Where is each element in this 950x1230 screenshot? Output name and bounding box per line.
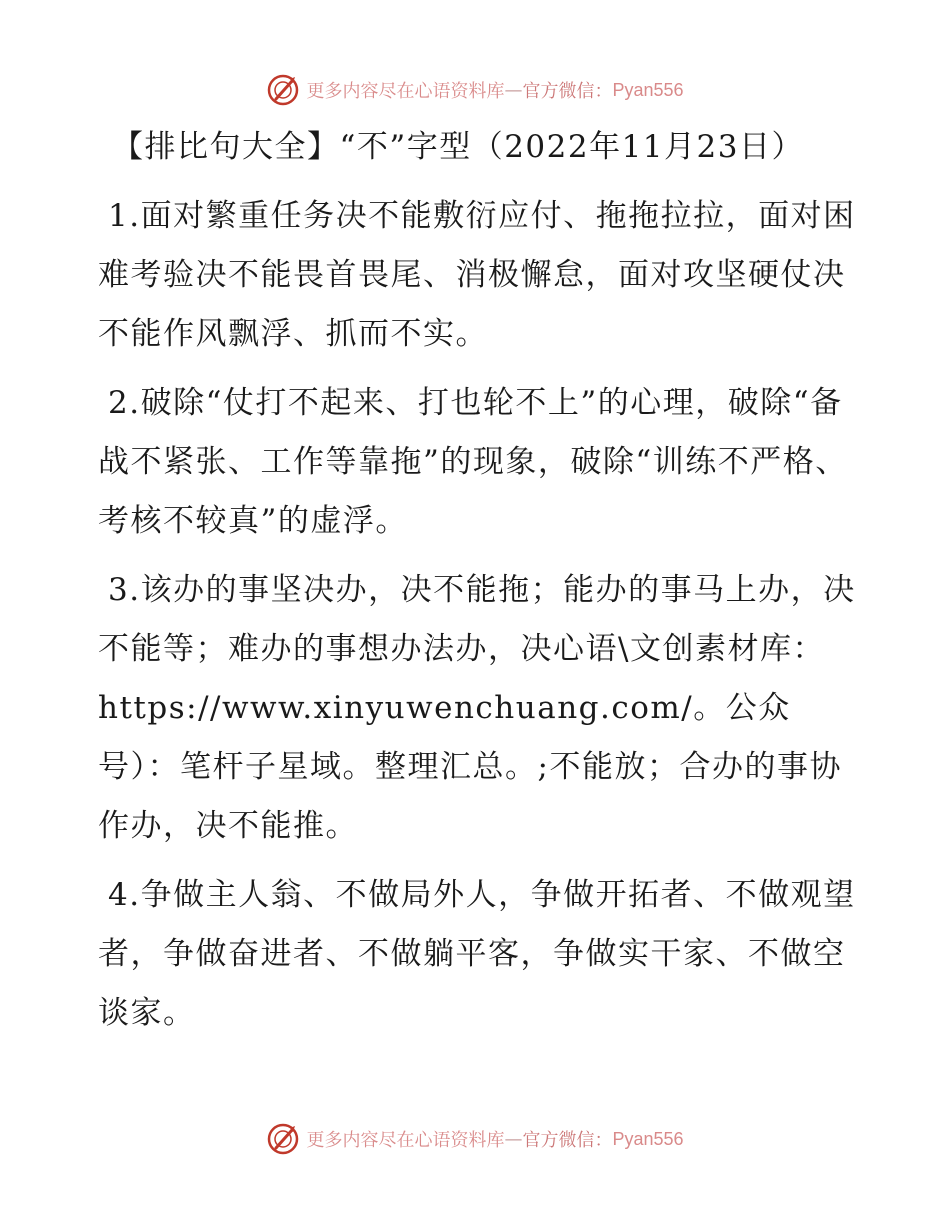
logo-icon <box>266 1122 300 1156</box>
header-watermark <box>0 70 950 110</box>
footer-watermark <box>0 1119 950 1159</box>
list-item-4: 4.争做主人翁、不做局外人，争做开拓者、不做观望者，争做奋进者、不做躺平客，争做实干家、不做空谈家。 <box>98 877 856 1031</box>
document-title: 【排比句大全】“不”字型（2022年11月23日） <box>112 129 804 165</box>
watermark-dash: — <box>504 79 523 101</box>
list-item-2: 2.破除“仗打不起来、打也轮不上”的心理，破除“备战不紧张、工作等靠拖”的现象，破除“训练不严格、考核不较真”的虚浮。 <box>98 385 848 539</box>
list-item-1: 1.面对繁重任务决不能敷衍应付、拖拖拉拉，面对困难考验决不能畏首畏尾、消极懈怠，面对攻坚硬仗决不能作风飘浮、抓而不实。 <box>98 198 856 352</box>
watermark-main-text: 更多内容尽在心语资料库 <box>306 81 505 102</box>
watermark-wechat-label: 官方微信： <box>522 81 613 102</box>
watermark-wechat-id: Pyan556 <box>612 79 684 100</box>
logo-icon <box>266 73 300 107</box>
document-body <box>98 118 858 1053</box>
watermark-wechat-id: Pyan556 <box>612 1128 684 1149</box>
watermark-main-text: 更多内容尽在心语资料库 <box>306 1130 505 1151</box>
watermark-dash: — <box>504 1128 523 1150</box>
watermark-wechat-label: 官方微信： <box>522 1130 613 1151</box>
list-item-3: 3.该办的事坚决办，决不能拖；能办的事马上办，决不能等；难办的事想办法办，决心语\文创素材库：https://www.xinyuwenchuang.com/。公众号）：笔杆子星域。整理汇总。;不能放；合办的事协作办，决不能推。 <box>98 572 856 844</box>
